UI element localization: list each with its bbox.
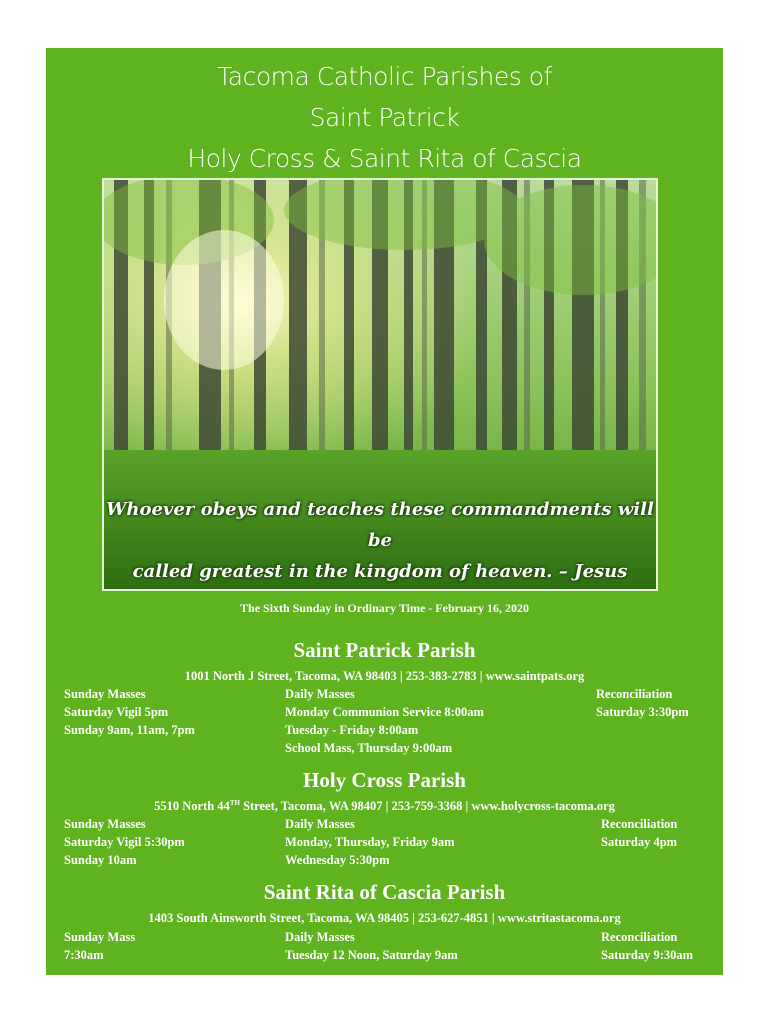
schedule-item: Saturday 3:30pm (596, 705, 689, 719)
schedule-item: 7:30am (64, 948, 104, 962)
schedule-heading: Daily Masses (285, 687, 355, 701)
schedule-item: Saturday Vigil 5pm (64, 705, 169, 719)
reconciliation-column (596, 685, 689, 721)
schedule-heading: Reconciliation (601, 930, 678, 944)
daily-masses-column (285, 815, 455, 869)
parish-name-saint-patrick: Saint Patrick Parish (293, 638, 476, 662)
schedule-heading: Sunday Masses (64, 687, 146, 701)
address-text: Street, Tacoma, WA 98407 | 253-759-3368 | www.holycross-tacoma.org (239, 799, 615, 813)
schedule-heading: Reconciliation (596, 687, 673, 701)
schedule-item: Tuesday 12 Noon, Saturday 9am (285, 948, 458, 962)
schedule-item: Wednesday 5:30pm (285, 853, 390, 867)
schedule-item: Saturday 9:30am (601, 948, 694, 962)
title-line: Saint Patrick (309, 103, 460, 132)
address-text: 1001 North J Street, Tacoma, WA 98403 | 253-383-2783 | www.saintpats.org (184, 669, 585, 683)
forest-photo (102, 178, 658, 591)
quote-line: Whoever obeys and teaches these commandments will be (106, 499, 654, 551)
schedule-item: Sunday 10am (64, 853, 137, 867)
parish-address (46, 669, 723, 684)
schedule-heading: Sunday Mass (64, 930, 136, 944)
liturgical-date: The Sixth Sunday in Ordinary Time - February 16, 2020 (240, 601, 529, 615)
schedule-item: Monday Communion Service 8:00am (285, 705, 484, 719)
scripture-quote (104, 494, 656, 591)
parish-name-saint-rita: Saint Rita of Cascia Parish (263, 880, 506, 904)
page-title (46, 56, 723, 179)
schedule-heading: Daily Masses (285, 930, 355, 944)
schedule-item: School Mass, Thursday 9:00am (285, 741, 453, 755)
schedule-heading: Reconciliation (601, 817, 678, 831)
quote-line (104, 587, 656, 591)
schedule-heading: Daily Masses (285, 817, 355, 831)
sunday-masses-column (64, 685, 195, 739)
parish-address (46, 799, 723, 814)
schedule-heading: Sunday Masses (64, 817, 146, 831)
address-superscript: TH (229, 798, 240, 807)
title-line: Holy Cross & Saint Rita of Cascia (187, 144, 582, 173)
parish-name-holy-cross: Holy Cross Parish (303, 768, 466, 792)
quote-line: called greatest in the kingdom of heaven. – Jesus (132, 561, 628, 582)
bulletin-cover (46, 48, 723, 975)
reconciliation-column (601, 815, 677, 851)
title-line: Tacoma Catholic Parishes of (217, 62, 552, 91)
sunday-masses-column (64, 928, 135, 964)
schedule-item: Monday, Thursday, Friday 9am (285, 835, 455, 849)
schedule-item: Saturday 4pm (601, 835, 678, 849)
daily-masses-column (285, 685, 484, 757)
schedule-item: Sunday 9am, 11am, 7pm (64, 723, 195, 737)
address-text: 1403 South Ainsworth Street, Tacoma, WA 98405 | 253-627-4851 | www.stritastacoma.org (148, 911, 621, 925)
daily-masses-column (285, 928, 458, 964)
schedule-item: Tuesday - Friday 8:00am (285, 723, 419, 737)
parish-address (46, 911, 723, 926)
address-text: 5510 North 44 (154, 799, 230, 813)
schedule-item: Saturday Vigil 5:30pm (64, 835, 185, 849)
sunday-masses-column (64, 815, 185, 869)
reconciliation-column (601, 928, 693, 964)
